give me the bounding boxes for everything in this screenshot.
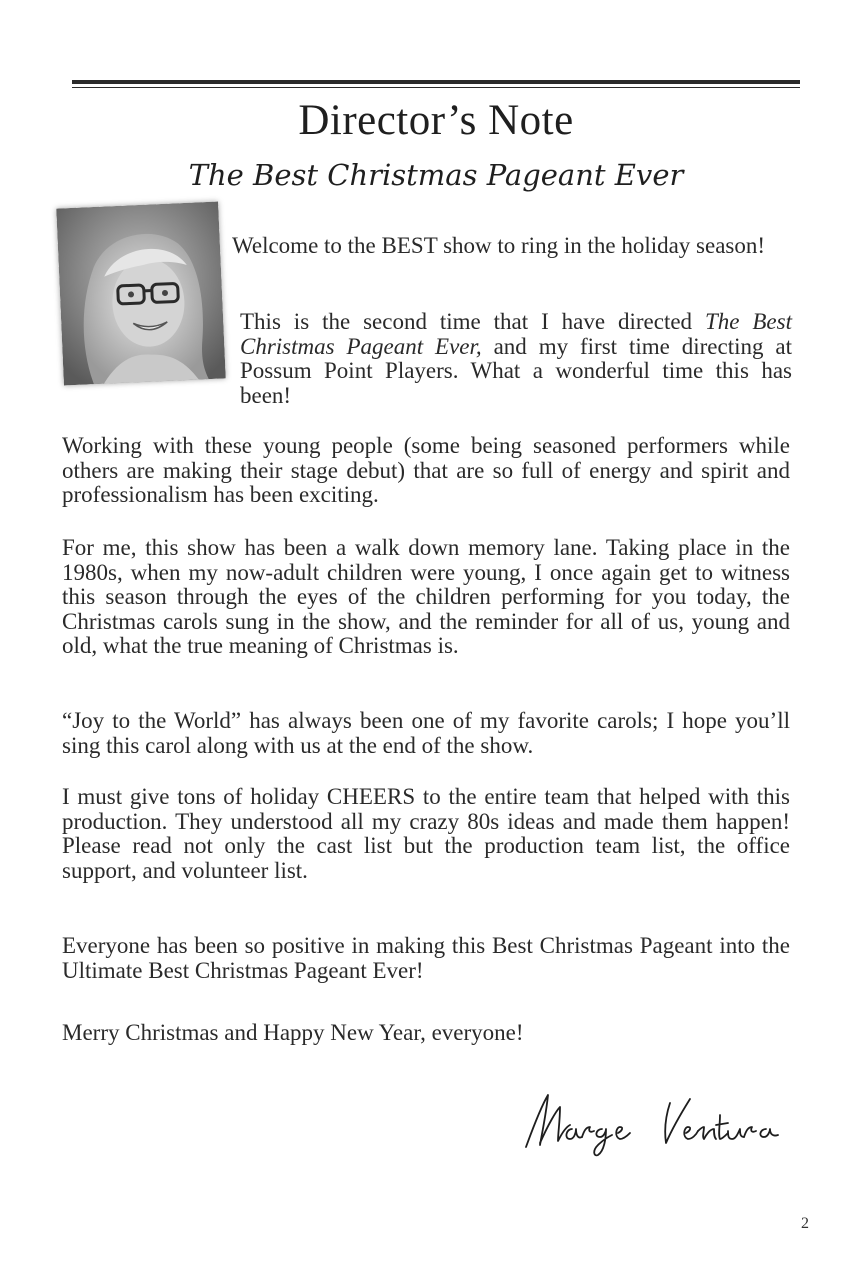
paragraph-young-people: Working with these young people (some being seasoned performers while others are making their stage debut) that are so full of energy and spirit and professionalism has been exciting. (62, 433, 790, 507)
paragraph-second-time (240, 310, 792, 408)
top-rule-thin (72, 87, 800, 88)
paragraph-positive: Everyone has been so positive in making this Best Christmas Pageant into the Ultimate Best Christmas Pageant Ever! (62, 933, 790, 983)
director-portrait-icon (56, 202, 226, 386)
signature-text (810, 1085, 811, 1086)
page-subtitle: The Best Christmas Pageant Ever (188, 158, 684, 192)
paragraph-cheers: I must give tons of holiday CHEERS to the entire team that helped with this production. They understood all my crazy 80s ideas and made them happen! Please read not only the cast list but the production team list, the office support, and volunteer list. (62, 784, 790, 883)
signature (520, 1085, 810, 1165)
top-rule-thick (72, 80, 800, 84)
paragraph-welcome: Welcome to the BEST show to ring in the holiday season! (232, 233, 766, 258)
show-title-italic: The Best Christmas Pageant Ever, (240, 309, 792, 359)
paragraph-second-time-after: and my first time directing at Possum Point Players. What a wonderful time this has been! (240, 333, 792, 408)
paragraph-joy-to-the-world: “Joy to the World” has always been one of my favorite carols; I hope you’ll sing this carol along with us at the end of the show. (62, 708, 790, 758)
page-number: 2 (801, 1215, 809, 1232)
paragraph-second-time-before: This is the second time that I have directed (240, 309, 705, 334)
page-title: Director’s Note (298, 97, 574, 144)
paragraph-merry-christmas: Merry Christmas and Happy New Year, everyone! (62, 1020, 524, 1045)
paragraph-memory-lane: For me, this show has been a walk down memory lane. Taking place in the 1980s, when my now-adult children were young, I once again get to witness this season through the eyes of the children performing for you today, the Christmas carols sung in the show, and the reminder for all of us, young and old, what the true meaning of Christmas is. (62, 535, 790, 658)
